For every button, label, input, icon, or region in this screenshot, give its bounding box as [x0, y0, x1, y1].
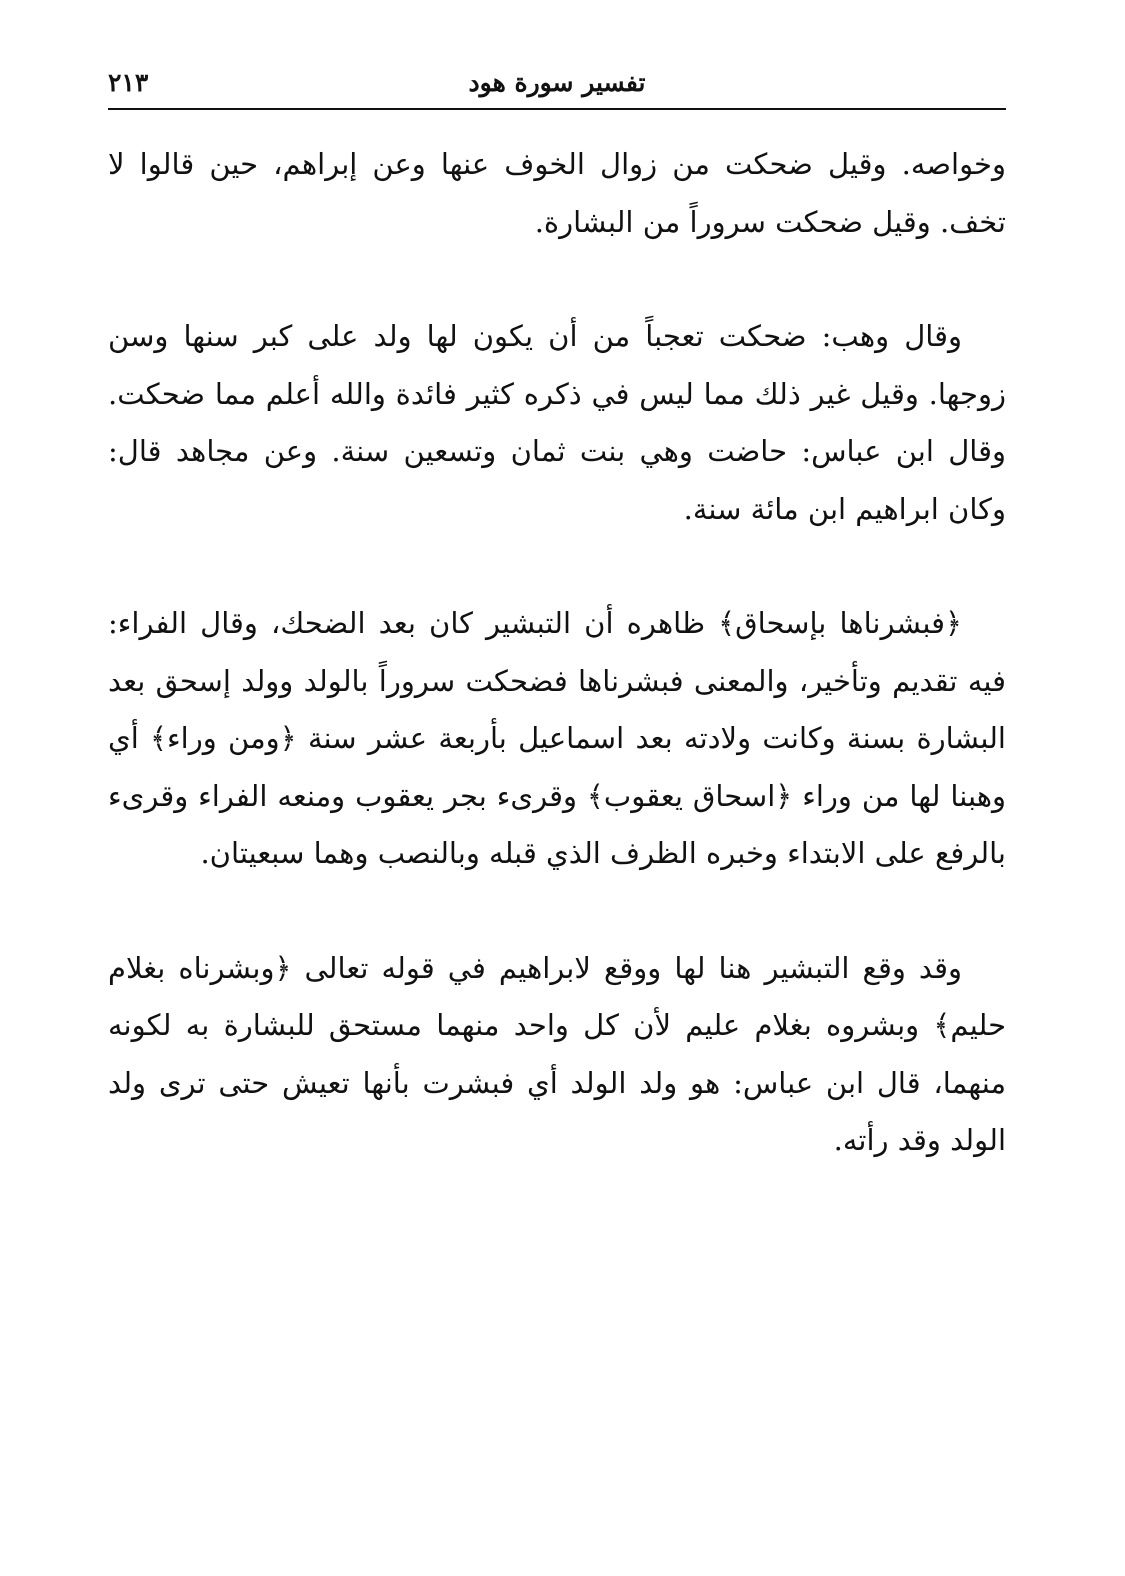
running-header: [108, 62, 1006, 106]
paragraph-1: وخواصه. وقيل ضحكت من زوال الخوف عنها وعن إبراهم، حين قالوا لا تخف. وقيل ضحكت سروراً من البشارة.: [108, 147, 1006, 239]
paragraph-2: وقال وهب: ضحكت تعجباً من أن يكون لها ولد على كبر سنها وسن زوجها. وقيل غير ذلك مما ليس في ذكره كثير فائدة والله أعلم مما ضحكت. وقال ابن عباس: حاضت وهي بنت ثمان وتسعين سنة. وعن مجاهد قال: وكان ابراهيم ابن مائة سنة.: [108, 319, 1006, 526]
header-rule: [108, 108, 1006, 110]
page-number: ٢١٣: [108, 68, 149, 97]
page-body: [108, 136, 1006, 1227]
paragraph-3: ﴿فبشرناها بإسحاق﴾ ظاهره أن التبشير كان بعد الضحك، وقال الفراء: فيه تقديم وتأخير، والمعنى فبشرناها فضحكت سروراً بالولد وولد إسحق بعد البشارة بسنة وكانت ولادته بعد اسماعيل بأربعة عشر سنة ﴿ومن وراء﴾ أي وهبنا لها من وراء ﴿اسحاق يعقوب﴾ وقرىء بجر يعقوب ومنعه الفراء وقرىء بالرفع على الابتداء وخبره الظرف الذي قبله وبالنصب وهما سبعيتان.: [108, 606, 1006, 870]
paragraph-4: وقد وقع التبشير هنا لها ووقع لابراهيم في قوله تعالى ﴿وبشرناه بغلام حليم﴾ وبشروه بغلام عليم لأن كل واحد منهما مستحق للبشارة به لكونه منهما، قال ابن عباس: هو ولد الولد أي فبشرت بأنها تعيش حتى ترى ولد الولد وقد رأته.: [108, 950, 1006, 1157]
header-title: تفسير سورة هود: [468, 68, 646, 97]
